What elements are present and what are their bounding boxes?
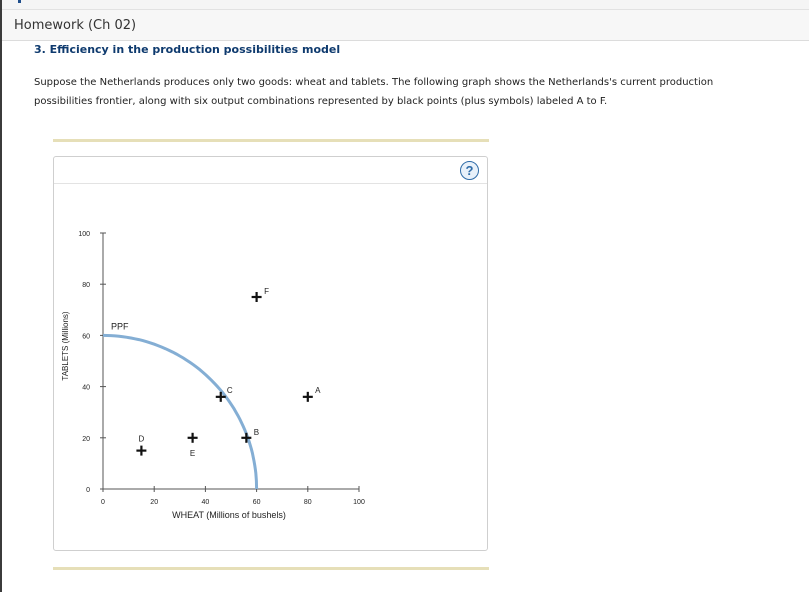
y-tick-label: 80 bbox=[82, 282, 90, 290]
graph-panel[interactable] bbox=[53, 156, 488, 551]
y-tick-label: 20 bbox=[82, 435, 90, 443]
x-tick-label: 20 bbox=[150, 499, 159, 506]
y-tick-label: 40 bbox=[82, 384, 90, 392]
ppf-curve bbox=[103, 335, 260, 489]
point-e bbox=[188, 433, 198, 458]
top-strip bbox=[2, 0, 809, 9]
gold-divider-bottom bbox=[53, 567, 489, 570]
point-label: F bbox=[264, 287, 270, 296]
x-tick-label: 0 bbox=[101, 499, 105, 506]
point-label: A bbox=[315, 385, 321, 395]
x-tick-label: 60 bbox=[252, 499, 261, 506]
x-tick-label: 100 bbox=[353, 499, 365, 506]
x-axis-label: WHEAT (Millions of bushels) bbox=[172, 510, 286, 520]
assignment-title: Homework (Ch 02) bbox=[14, 18, 137, 33]
point-label: E bbox=[189, 448, 196, 458]
question-title: 3. Efficiency in the production possibilities model bbox=[34, 43, 341, 56]
point-label: D bbox=[138, 434, 145, 444]
x-tick-label: 80 bbox=[303, 499, 312, 506]
point-f bbox=[252, 287, 270, 302]
left-border bbox=[0, 0, 2, 592]
ppf-chart[interactable] bbox=[54, 157, 487, 550]
axes bbox=[78, 231, 365, 506]
point-a bbox=[303, 386, 321, 402]
help-icon[interactable]: ? bbox=[460, 161, 479, 180]
point-label: B bbox=[253, 427, 260, 437]
point-label: C bbox=[226, 385, 233, 395]
y-tick-label: 0 bbox=[86, 487, 90, 494]
ppf-label: PPF bbox=[111, 321, 129, 332]
y-tick-label: 100 bbox=[78, 231, 90, 238]
point-d bbox=[136, 435, 146, 456]
y-axis-label: TABLETS (Millions) bbox=[61, 311, 70, 381]
y-tick-label: 60 bbox=[82, 333, 90, 341]
top-accent-mark bbox=[18, 0, 21, 3]
points-layer bbox=[136, 287, 321, 458]
gold-divider-top bbox=[53, 139, 489, 142]
assignment-header bbox=[2, 9, 809, 41]
question-prompt: Suppose the Netherlands produces only two goods: wheat and tablets. The following graph shows the Netherlands's current production possibilities frontier, along with six output combinations represented by black points (plus symbols) labeled A to F. bbox=[34, 77, 714, 107]
x-tick-label: 40 bbox=[201, 499, 210, 506]
